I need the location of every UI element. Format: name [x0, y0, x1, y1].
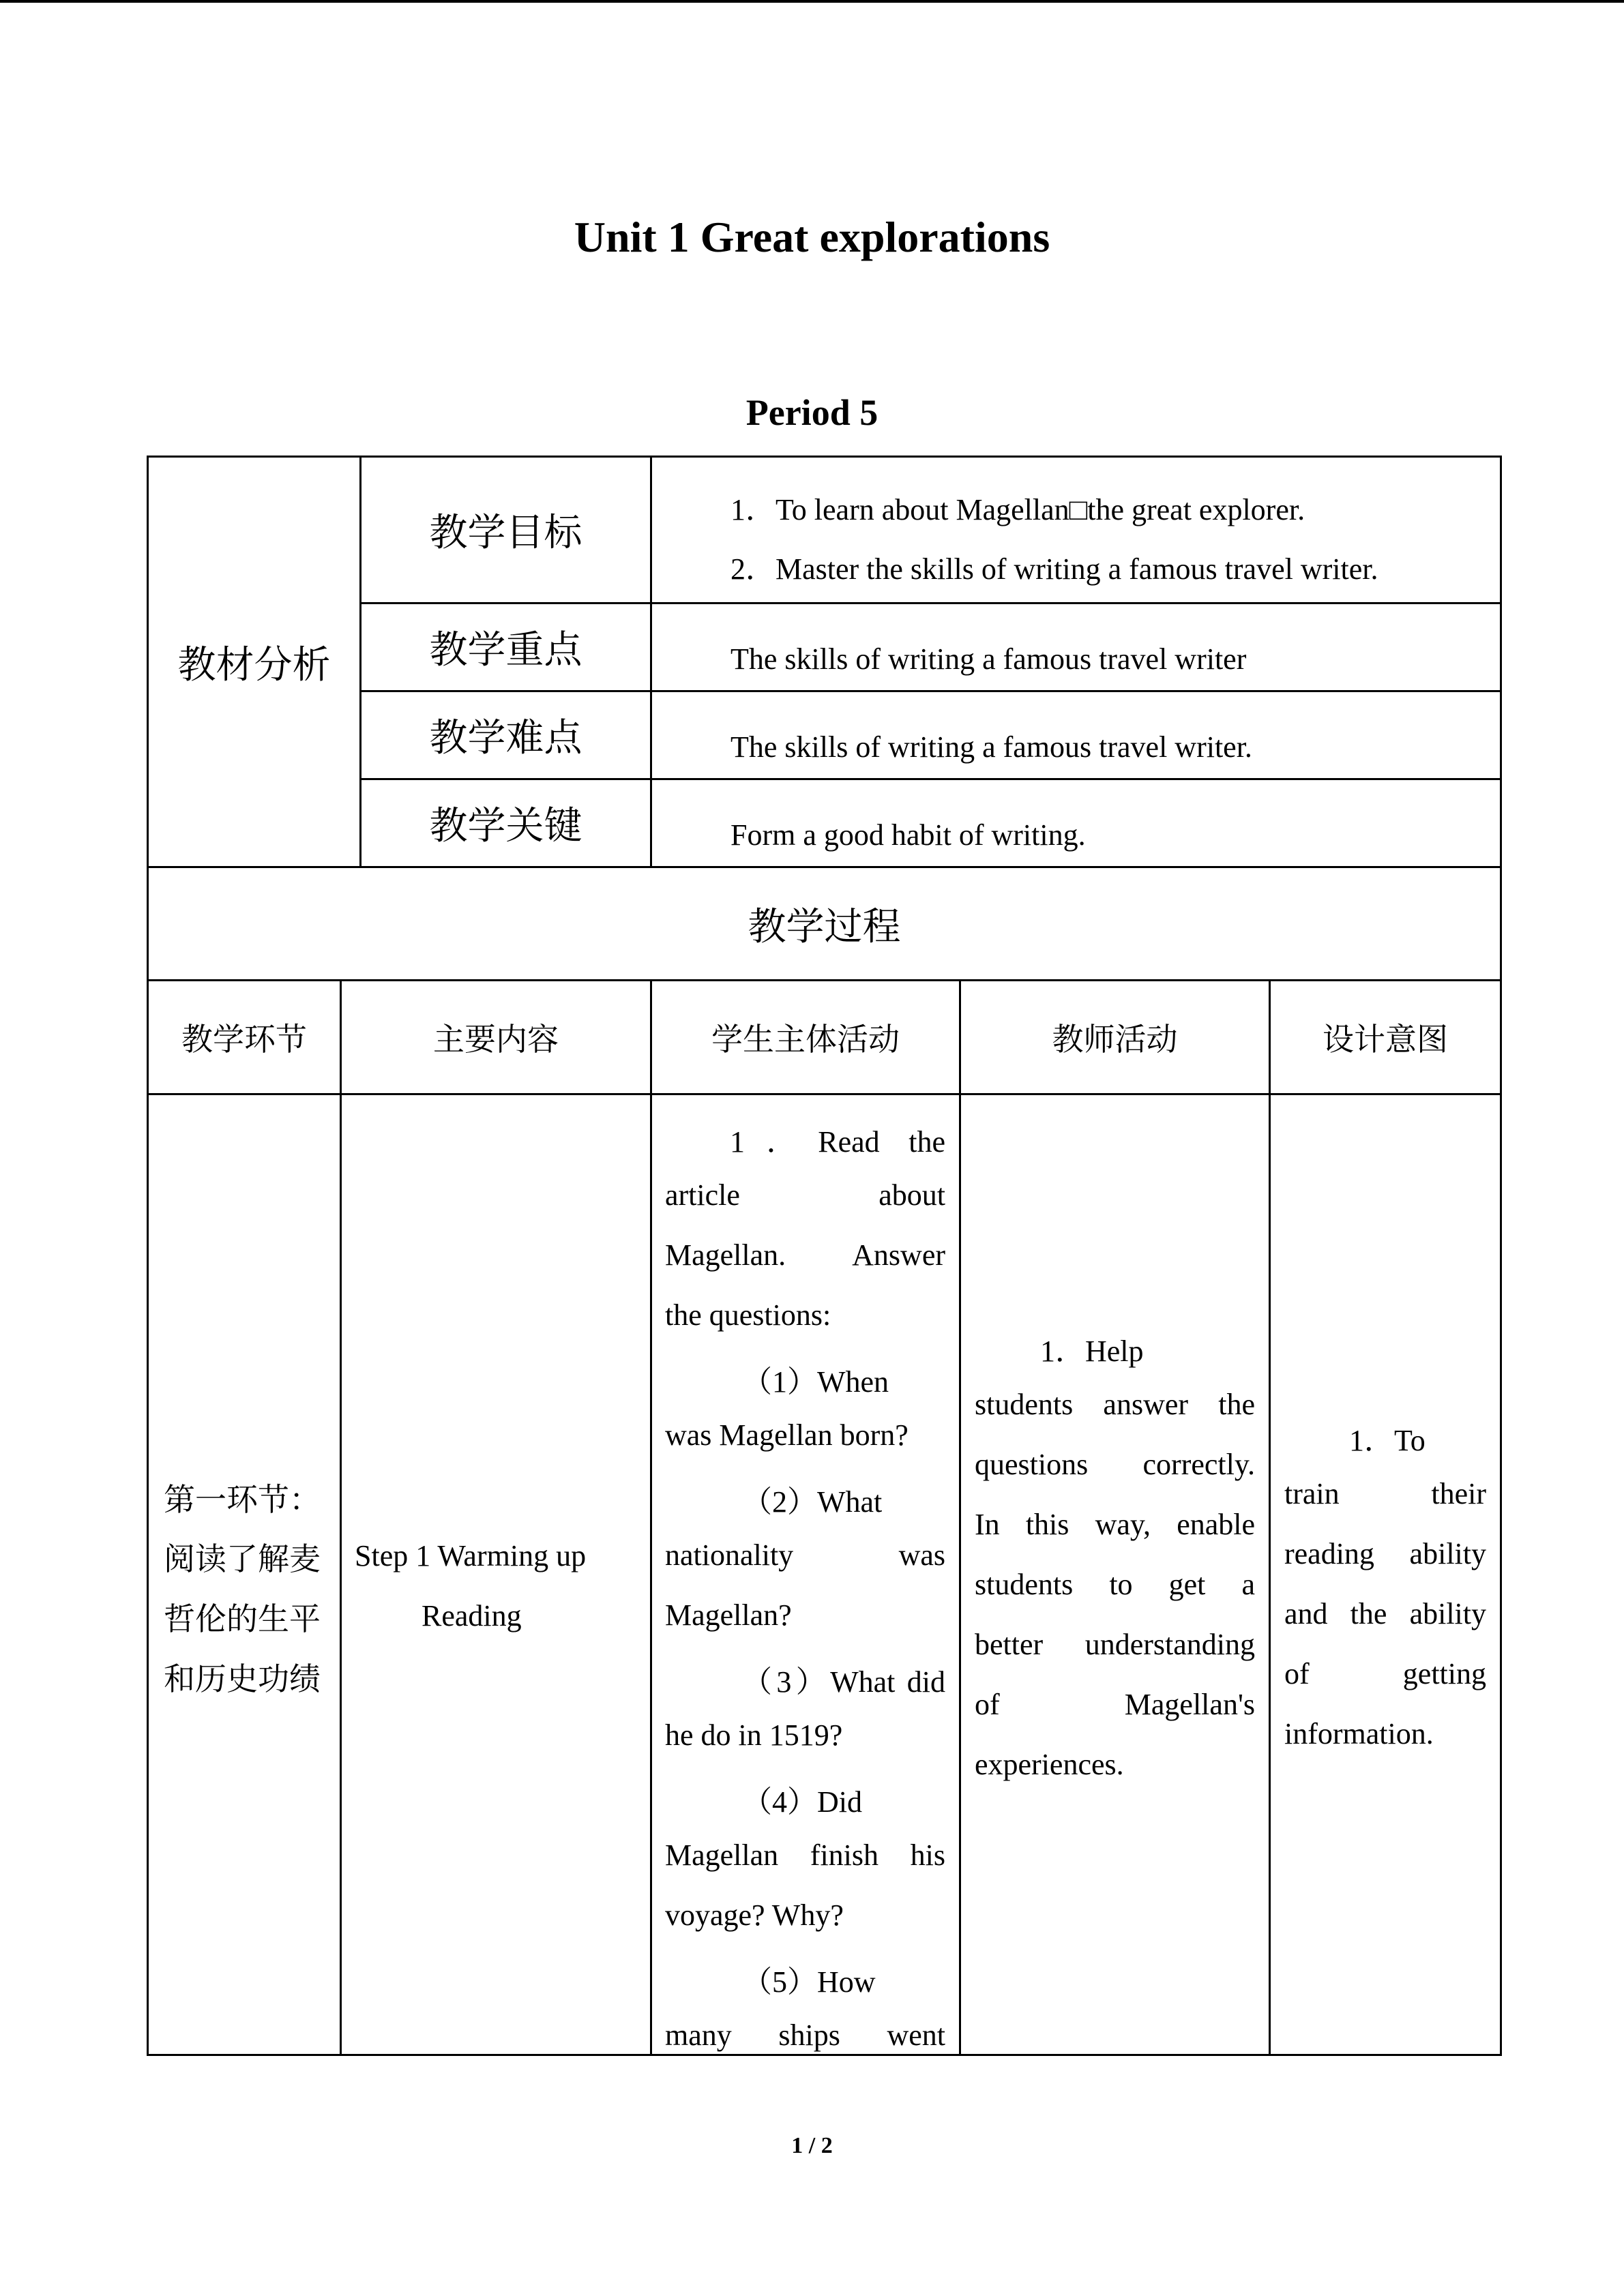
teacher-line: students answer the [975, 1388, 1255, 1421]
objective-line-1: 1．To learn about Magellan□the great explorer. [730, 493, 1305, 526]
process-heading: 教学过程 [748, 904, 901, 949]
objectives-label: 教学目标 [429, 511, 582, 555]
teacher-line: better understanding [975, 1628, 1255, 1661]
stage-line: 哲伦的生平 [164, 1600, 321, 1637]
intent-line: information. [1284, 1717, 1434, 1750]
teacher-line: In this way, enable [975, 1508, 1255, 1541]
objective-line-2: 2．Master the skills of writing a famous travel writer. [730, 552, 1378, 586]
content-line: Step 1 Warming up [355, 1539, 587, 1572]
stage-line: 阅读了解麦 [164, 1540, 321, 1577]
key-points-label: 教学重点 [429, 628, 582, 672]
teacher-line: 1．Help [1040, 1335, 1144, 1368]
column-header-stage: 教学环节 [181, 1021, 307, 1058]
student-line: （4）Did [742, 1785, 862, 1819]
student-line: （2）What [742, 1485, 883, 1519]
difficulties-label: 教学难点 [429, 716, 582, 760]
difficulties-text: The skills of writing a famous travel writer. [730, 730, 1252, 764]
column-header-teacher-activity: 教师活动 [1052, 1021, 1178, 1058]
key-points-text: The skills of writing a famous travel writer [730, 642, 1247, 676]
teacher-line: students to get a [975, 1568, 1255, 1601]
student-line: was Magellan born? [665, 1418, 909, 1452]
student-line: （5）How [742, 1965, 876, 1999]
student-line: 1．Read the [730, 1125, 945, 1159]
column-header-design-intent: 设计意图 [1323, 1021, 1448, 1058]
student-line: （3）What did [742, 1665, 945, 1699]
student-line: article about [665, 1178, 945, 1212]
stage-line: 第一环节： [164, 1481, 321, 1518]
student-line: Magellan finish his [665, 1838, 945, 1872]
teacher-line: questions correctly. [975, 1448, 1255, 1481]
student-line: （1）When [742, 1365, 889, 1399]
intent-line: of getting [1284, 1657, 1486, 1690]
analysis-group-label: 教材分析 [177, 642, 331, 687]
teacher-line: experiences. [975, 1748, 1124, 1781]
intent-line: reading ability [1284, 1537, 1486, 1570]
student-line: nationality was [665, 1538, 945, 1572]
teaching-key-text: Form a good habit of writing. [730, 818, 1086, 852]
document-title: Unit 1 Great explorations [574, 213, 1050, 261]
period-heading: Period 5 [745, 392, 879, 433]
teaching-key-label: 教学关键 [429, 804, 582, 848]
intent-line: train their [1284, 1477, 1486, 1510]
teacher-line: of Magellan's [975, 1688, 1255, 1721]
student-line: he do in 1519? [665, 1718, 843, 1752]
student-line: the questions: [665, 1298, 831, 1332]
column-header-student-activity: 学生主体活动 [711, 1021, 900, 1058]
intent-line: 1．To [1349, 1424, 1426, 1457]
stage-line: 和历史功绩 [164, 1660, 321, 1697]
student-line: voyage? Why? [665, 1898, 844, 1932]
student-line: many ships went [665, 2018, 945, 2052]
intent-line: and the ability [1284, 1597, 1486, 1630]
page-top-border [0, 0, 1624, 3]
page-number: 1 / 2 [791, 2133, 833, 2158]
student-line: Magellan. Answer [665, 1238, 945, 1272]
student-line: Magellan? [665, 1598, 792, 1632]
content-line: Reading [422, 1599, 522, 1632]
column-header-content: 主要内容 [433, 1021, 559, 1058]
